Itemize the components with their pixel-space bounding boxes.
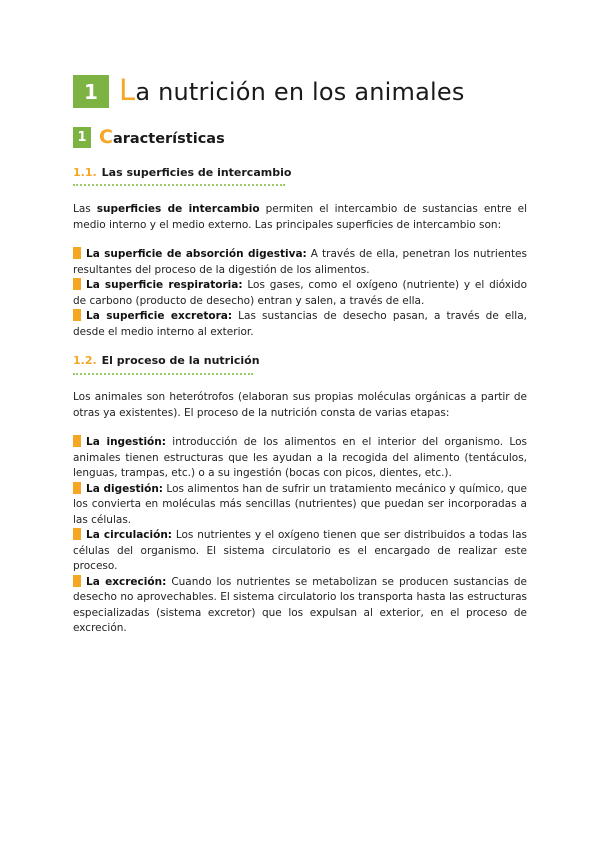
paragraph-intro-2: Los animales son heterótrofos (elaboran sus propias moléculas orgánicas a partir de otras ya existentes). El proceso de la nutrición consta de varias etapas: — [73, 391, 527, 419]
orange-square-bullet — [73, 278, 81, 290]
subsection-number: 1.2. — [73, 354, 97, 367]
list-item: La superficie excretora: Las sustancias de desecho pasan, a través de ella, desde el medio interno al exterior. — [73, 310, 527, 338]
list-item: La excreción: Cuando los nutrientes se metabolizan se producen sustancias de desecho no aprovechables. El sistema circulatorio los transporta hasta las estructuras especializadas (sistema excretor) que los expulsan al exterior, en el proceso de excreción. — [73, 575, 528, 634]
dotted-divider — [73, 373, 253, 375]
section-number-badge: 1 — [73, 127, 91, 148]
section-title — [99, 126, 225, 148]
orange-square-bullet — [73, 528, 81, 540]
list-item: La circulación: Los nutrientes y el oxígeno tienen que ser distribuidos a todas las células del organismo. El sistema circulatorio es el encargado de realizar este proceso. — [73, 529, 528, 572]
title-number-badge: 1 — [73, 75, 109, 108]
dotted-divider — [73, 184, 285, 186]
section-heading — [73, 126, 225, 148]
section-rest: aracterísticas — [112, 131, 225, 147]
subsection-heading-2 — [73, 354, 260, 367]
surface-list — [73, 247, 527, 340]
list-item: La superficie de absorción digestiva: A través de ella, penetran los nutrientes resultantes del proceso de la digestión de los alimentos. — [73, 248, 527, 276]
page-title — [73, 74, 465, 109]
orange-square-bullet — [73, 482, 81, 494]
stage-list — [73, 435, 527, 637]
list-item: La superficie respiratoria: Los gases, como el oxígeno (nutriente) y el dióxido de carbono (producto de desecho) entran y salen, a través de ella. — [73, 279, 528, 307]
orange-square-bullet — [73, 309, 81, 321]
title-initial: L — [119, 73, 136, 107]
title-text — [119, 74, 465, 109]
subsection-number: 1.1. — [73, 166, 97, 179]
orange-square-bullet — [73, 435, 81, 447]
paragraph-intro-1: Las superficies de intercambio permiten el intercambio de sustancias entre el medio interno y el medio externo. Las principales superficies de intercambio son: — [73, 203, 527, 231]
subsection-heading-1 — [73, 166, 291, 179]
list-item: La digestión: Los alimentos han de sufrir un tratamiento mecánico y químico, que los convierta en moléculas más sencillas (nutrientes) que puedan ser incorporadas a las células. — [73, 482, 527, 526]
subsection-title: Las superficies de intercambio — [101, 166, 292, 179]
title-rest: a nutrición en los animales — [135, 78, 465, 106]
orange-square-bullet — [73, 247, 81, 259]
subsection-title: El proceso de la nutrición — [101, 354, 260, 367]
orange-square-bullet — [73, 575, 81, 587]
list-item: La ingestión: introducción de los alimentos en el interior del organismo. Los animales tienen estructuras que les ayudan a la recogida del alimento (tentáculos, lenguas, trampas, etc.) o a su ingestión (bocas con picos, dientes, etc.). — [73, 436, 527, 479]
section-initial: C — [99, 126, 113, 148]
